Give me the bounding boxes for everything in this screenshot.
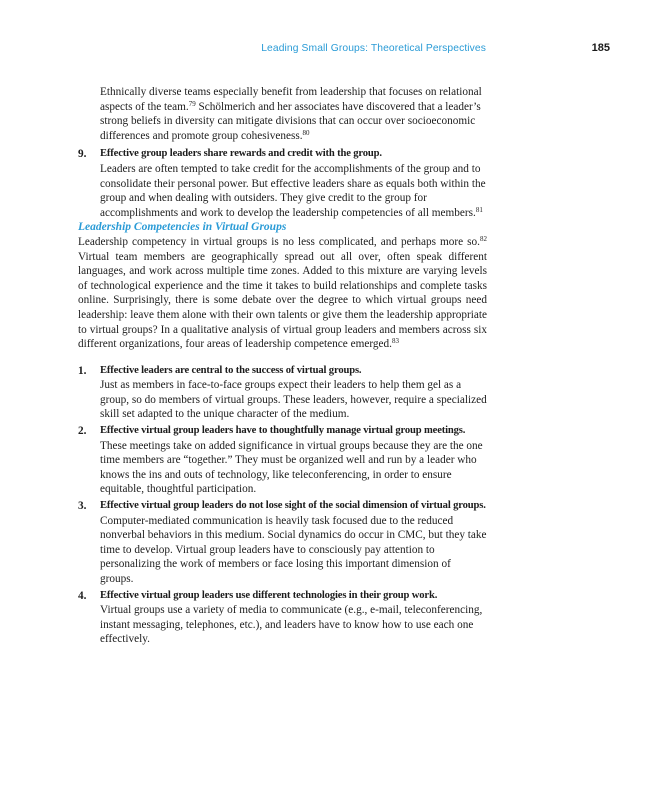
- list-item-title: Effective virtual group leaders have to thoughtfully manage virtual group meetings.: [100, 425, 466, 437]
- endnote-ref: 83: [391, 337, 399, 346]
- list-item-number: 4.: [78, 589, 87, 602]
- list-item-body: Computer-mediated communication is heavily task focused due to the reduced nonverbal behaviors in this medium. Social dynamics do occur in CMC, but they take time to develop. Virtual group leaders have to consciously pay attention to personalizing the work of members or face losing this important dimension of groups.: [100, 514, 487, 585]
- list-item-9: [78, 147, 487, 220]
- list-item: [78, 424, 487, 497]
- list-item: [78, 499, 487, 587]
- endnote-ref: 80: [302, 128, 310, 137]
- page-content: [78, 85, 487, 647]
- list-item-number: 3.: [78, 500, 87, 513]
- list-item: [78, 589, 487, 647]
- list-item-body: Just as members in face-to-face groups expect their leaders to help them gel as a group, so do members of virtual groups. These leaders, however, require a specialized skill set adapted to the unique character of the medium.: [100, 379, 487, 421]
- list-item: [78, 364, 487, 422]
- list-item-title: Effective virtual group leaders do not lose sight of the social dimension of virtual groups.: [100, 500, 486, 512]
- intro-text: Ethnically diverse teams especially benefit from leadership that focuses on relational aspects of the team.: [100, 86, 482, 113]
- competency-list: [78, 364, 487, 647]
- running-head: Leading Small Groups: Theoretical Perspectives: [261, 43, 486, 54]
- page-number: 185: [591, 42, 610, 54]
- list-item-title: Effective group leaders share rewards and credit with the group.: [100, 148, 382, 160]
- endnote-ref: 82: [480, 234, 487, 243]
- list-item-number: 2.: [78, 425, 87, 438]
- list-item-body: These meetings take on added significance in virtual groups because they are the one time members are “together.” They must be organized well and run by a leader who knows the ins and outs of technology, like teleconferencing, in order to ensure equitable, thoughtful participation.: [100, 439, 483, 496]
- list-item-number: 1.: [78, 364, 87, 377]
- list-item-body: Leaders are often tempted to take credit for the accomplishments of the group and to consolidate their personal power. But effective leaders share as equals both within the group and when dealing with outsiders. They give credit to the group for accomplishments and work to develop the leadership competencies of all members.$^{81}$: [100, 162, 486, 219]
- section-heading: Leadership Competencies in Virtual Groups: [78, 221, 287, 234]
- intro-continuation-paragraph: [78, 85, 487, 143]
- section-paragraph: Leadership competency in virtual groups is no less complicated, and perhaps more so.$^{82}$ Virtual team members are geographically spread out all over, often speak different languages, and work across multiple time zones. Added to this mixture are varying levels of technological experience and the time it takes to build relationships and complete tasks online. Surprisingly, there is some debate over the degree to which virtual groups need leadership: leave them alone with their own talents or give them the leadership appropriate to virtual groups? In a qualitative analysis of virtual group leaders and members across six different organizations, four areas of leadership competence emerged.$^{83}$: [78, 234, 487, 351]
- list-item-title: Effective virtual group leaders use different technologies in their group work.: [100, 589, 438, 601]
- list-item-body: Virtual groups use a variety of media to communicate (e.g., e-mail, teleconferencing, instant messaging, telephones, etc.), and leaders have to know how to use each one effectively.: [100, 604, 483, 646]
- endnote-ref: 79: [188, 99, 196, 108]
- list-item-title: Effective leaders are central to the success of virtual groups.: [100, 364, 362, 376]
- list-item-number: 9.: [78, 148, 87, 161]
- intro-text-2: Schölmerich and her associates have discovered that a leader’s strong beliefs in diversity can mitigate divisions that can occur over socioeconomic differences and promote group cohesiveness.: [100, 100, 481, 142]
- endnote-ref: 81: [475, 205, 483, 214]
